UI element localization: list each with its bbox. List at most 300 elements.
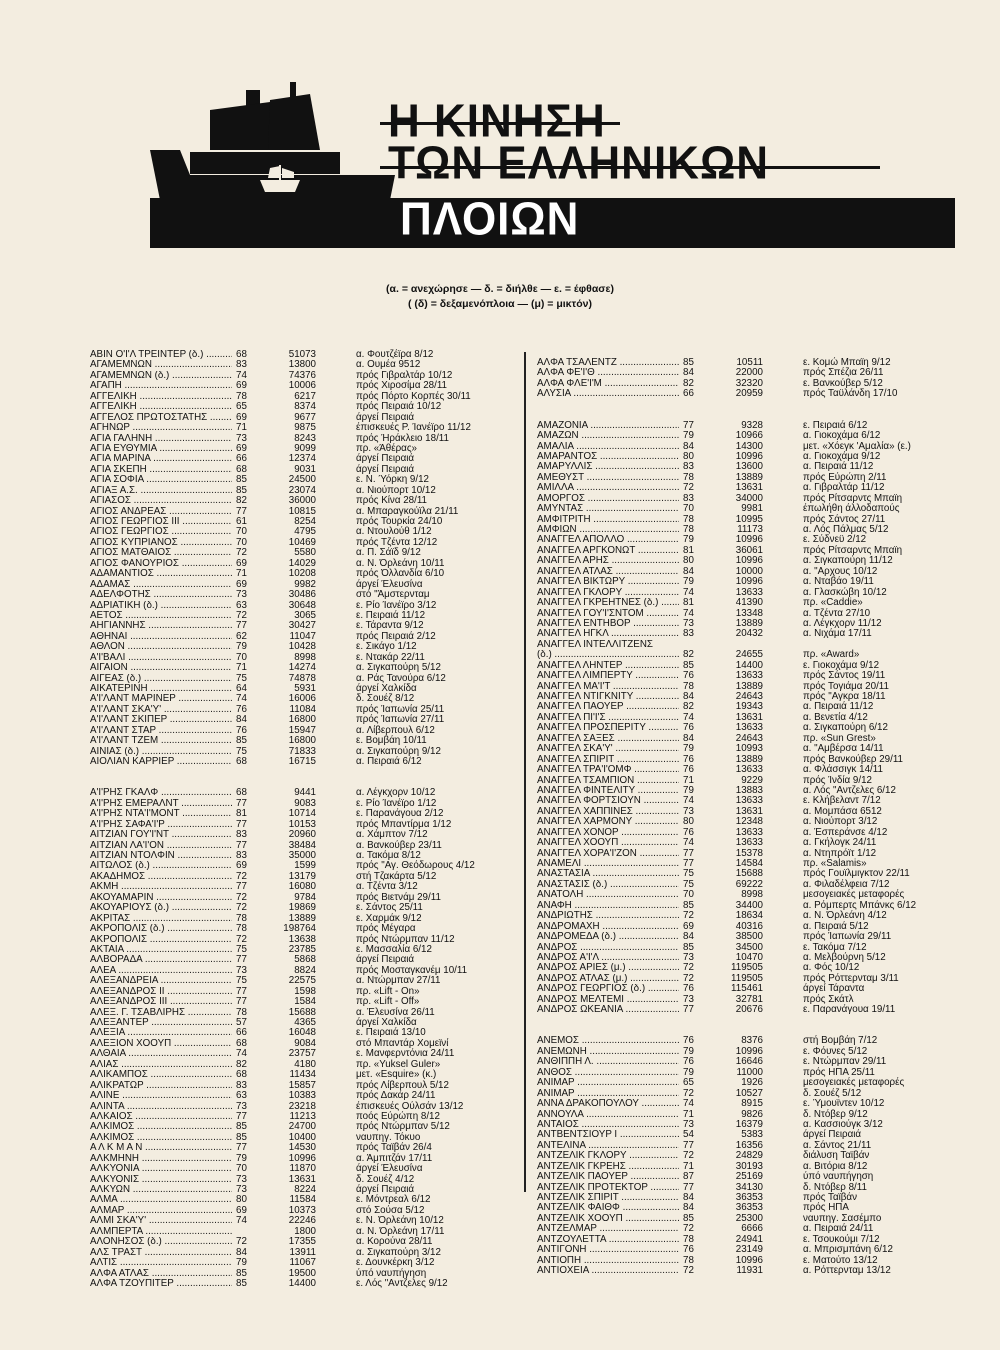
tonnage: 17355: [288, 1236, 316, 1248]
build-year: 85: [683, 357, 694, 368]
build-year: 77: [236, 985, 247, 997]
movement-status: στή Βομβάη 7/12: [803, 1035, 878, 1047]
tonnage: 9031: [294, 463, 316, 475]
movement-status: άργεί Έλευσίνα: [356, 578, 423, 590]
movement-status: α. Έλευσίνα 26/11: [356, 1006, 435, 1018]
tonnage: 22246: [288, 1215, 316, 1227]
build-year: 80: [236, 1194, 247, 1206]
tonnage: 16006: [288, 693, 316, 705]
build-year: 78: [236, 912, 247, 924]
ship-name: ΑΝΑΓΓΕΛ ΒΙΚΤΩΡΥ .....: [537, 577, 679, 587]
ship-name: Α Λ Κ Μ Α Ν .....: [90, 1143, 232, 1153]
ship-name: ΑΝΑΓΓΕΛ ΛΙΜΠΕΡΤΥ .....: [537, 671, 679, 681]
movement-status: πρός Τουρκία 24/10: [356, 516, 443, 527]
ship-name: ΑΓΙΟΣ ΓΕΩΡΓΙΟΣ III .....: [90, 517, 232, 527]
ship-name: ΑΛΥΣΙΑ .....: [537, 389, 679, 399]
movement-status: πρός Τογιάμα 20/11: [803, 680, 889, 692]
build-year: 65: [236, 401, 247, 413]
tonnage: 10996: [288, 1152, 316, 1164]
ship-name: ΑΝΤΙΟΠΗ .....: [537, 1256, 679, 1266]
build-year: 83: [236, 829, 247, 841]
ship-name: ΑΛΕΞΑΝΤΕΡ .....: [90, 1018, 232, 1028]
tonnage: 11434: [289, 1069, 316, 1081]
build-year: 85: [683, 899, 694, 911]
ship-name: ΑΛΜΑΡ .....: [90, 1206, 232, 1216]
build-year: 70: [236, 526, 247, 538]
movement-status: α. Βανκούβερ 23/11: [356, 839, 442, 851]
tonnage: 24500: [288, 474, 316, 486]
movement-status: α. Σιγκαπούρη 6/12: [803, 722, 888, 734]
build-year: 83: [683, 461, 694, 473]
movement-status: μετ. «Esquire» (κ.): [356, 1069, 437, 1081]
tonnage: 14584: [735, 858, 763, 869]
tonnage: 1584: [294, 996, 316, 1008]
ship-entry-row: [90, 663, 475, 673]
tonnage: 8243: [294, 432, 316, 444]
ship-name: ΑΜΑΖΟΝΙΑ .....: [537, 421, 679, 431]
build-year: 77: [236, 797, 247, 809]
ship-entry-row: [537, 1172, 916, 1182]
movement-status: α. Σιγκαπούρη 11/12: [803, 555, 893, 567]
ship-entry-row: [90, 924, 475, 934]
build-year: 77: [236, 620, 247, 632]
ship-name: ΑΛΣ ΤΡΑΣΤ .....: [90, 1248, 232, 1258]
tonnage: 11173: [737, 524, 763, 535]
build-year: 75: [236, 745, 247, 757]
ship-name: Α'Ι'ΛΑΝΤ ΣΚΙΠΕΡ .....: [90, 715, 232, 725]
build-year: 82: [236, 495, 247, 507]
build-year: 73: [236, 1100, 247, 1112]
movement-status: α. Ράς Τανούρα 6/12: [356, 672, 446, 684]
build-year: 72: [236, 1236, 247, 1248]
movement-status: πρ. «Caddie»: [803, 597, 863, 609]
movement-status: έπισκευές Ούλσάν 13/12: [356, 1100, 464, 1112]
ship-name: ΑΛΙΚΡΑΤΩΡ .....: [90, 1081, 232, 1091]
tonnage: 20959: [735, 388, 763, 400]
movement-status: δ. Ντόβερ 8/11: [803, 1181, 867, 1193]
tonnage: 14400: [288, 1277, 316, 1289]
ship-name: Α'Ι'ΛΑΝΤ ΣΤΑΡ .....: [90, 726, 232, 736]
movement-status: ε. Σάντος 25/11: [356, 902, 423, 914]
build-year: 76: [683, 826, 694, 838]
ship-entry-row: [537, 765, 916, 775]
ship-name: ΑΙΤΖΙΑΝ ΓΟΥ'Ι'ΝΤ .....: [90, 830, 232, 840]
build-year: 81: [683, 597, 694, 609]
movement-status: α. Φός 10/12: [803, 962, 860, 974]
movement-status: άργεί Χαλκίδα: [356, 1017, 417, 1028]
movement-status: ύπό ναυπήγηση: [803, 1171, 874, 1183]
movement-status: ε. Κλήβελαντ 7/12: [803, 795, 881, 807]
tonnage: 23785: [288, 943, 316, 955]
movement-status: στή Τζακάρτα 5/12: [356, 870, 437, 882]
movement-status: α. Φιλαδέλφεια 7/12: [803, 878, 890, 890]
ship-entry-row: [90, 434, 475, 444]
ship-name: ΑΝΑΓΓΕΛ ΛΗΝΤΕΡ .....: [537, 661, 679, 671]
build-year: 72: [683, 910, 694, 922]
build-year: 71: [683, 1108, 694, 1120]
build-year: 77: [683, 419, 694, 431]
build-year: 70: [236, 536, 247, 548]
build-year: 72: [683, 962, 694, 974]
tonnage: 41390: [735, 597, 763, 609]
ship-name: ΑΙΤΖΙΑΝ ΝΤΟΛΦΙΝ .....: [90, 851, 232, 861]
build-year: 82: [683, 701, 694, 713]
movement-status: πρός Ντώρμπαν 11/12: [356, 933, 455, 945]
ship-name: ΑΝΑΓΓΕΛ ΤΣΑΜΠΙΟΝ .....: [537, 776, 679, 786]
ship-name: ΑΝΑΓΓΕΛ ΧΟΟΥΠ .....: [537, 838, 679, 848]
right-column-list: [537, 358, 916, 1277]
ship-name: ΑΙΤΖΙΑΝ ΛΑ'Ι'ΟΝ .....: [90, 841, 232, 851]
movement-status: ε. Βανκούβερ 5/12: [803, 377, 883, 389]
tonnage: 23757: [288, 1048, 316, 1060]
tonnage: 13631: [735, 805, 763, 817]
ship-name: ΑΚΡΟΠΟΛΙΣ .....: [90, 935, 232, 945]
tonnage: 6666: [741, 1223, 763, 1235]
ship-entry-row: [90, 830, 475, 840]
build-year: 74: [683, 837, 694, 849]
tonnage: 6217: [294, 390, 316, 402]
movement-status: ε. Ύμουϊντεν 10/12: [803, 1098, 885, 1110]
tonnage: 13600: [735, 461, 763, 473]
build-year: 70: [236, 651, 247, 663]
build-year: 77: [236, 818, 247, 830]
movement-status: πρός Μέγαρα: [356, 923, 416, 935]
build-year: 54: [683, 1129, 694, 1141]
ship-entry-row: [90, 1175, 475, 1185]
movement-status: μεσογειακές μεταφορές: [803, 889, 905, 901]
tonnage: 10383: [288, 1090, 316, 1102]
movement-status: πρός Πειραιά 10/12: [356, 401, 442, 413]
ship-name: ΑΝΤΑΙΟΣ .....: [537, 1120, 679, 1130]
movement-status: ε. Πειραιά 6/12: [803, 419, 868, 431]
ship-name: ΑΝΔΡΟΣ ΑΤΛΑΣ (μ.) .....: [537, 974, 679, 984]
ship-name: ΑΝΤΖΕΛΙΚ ΓΚΛΟΡΥ .....: [537, 1151, 679, 1161]
tonnage: 13633: [735, 670, 763, 682]
ship-name: ΑΝΤΖΕΛΙΚ ΦΑΙΘΦ .....: [537, 1203, 679, 1213]
ship-name: ΑΝΔΡΟΜΑΧΗ .....: [537, 922, 679, 932]
ship-name: ΑΝΕΜΟΣ .....: [537, 1036, 679, 1046]
movement-status: α. Γκήλογκ 24/11: [803, 837, 877, 849]
movement-status: ε. Ν. Ύόρκη 9/12: [356, 474, 429, 486]
build-year: 76: [683, 983, 694, 995]
movement-status: πρός Λίβερπουλ 5/12: [356, 1079, 449, 1091]
build-year: 77: [683, 1004, 694, 1016]
tonnage: 15688: [735, 868, 763, 880]
ship-entry-row: [90, 997, 475, 1007]
movement-status: ε. Χαρμάκ 9/12: [356, 912, 422, 924]
movement-status: α. Φουτζέϊρα 8/12: [356, 349, 434, 360]
build-year: 77: [683, 1181, 694, 1193]
build-year: 87: [683, 1171, 694, 1183]
movement-status: α. Ουμέα 9512: [356, 359, 421, 371]
tonnage: 10995: [735, 513, 763, 525]
ship-name: ΑΝΤΖΕΛΙΚ ΓΚΡΕΗΣ .....: [537, 1162, 679, 1172]
movement-status: πρ. «Άθέρας»: [356, 442, 417, 454]
tonnage: 13800: [288, 359, 316, 371]
movement-status: άργεί Πειραιά: [356, 453, 415, 465]
movement-status: α. Γλασκώβη 10/12: [803, 586, 887, 598]
ship-entry-row: [537, 953, 916, 963]
ship-name: ΑΓΑΜΕΜΝΩΝ (δ.) .....: [90, 371, 232, 381]
movement-status: πρός Ταϋλάνδη 17/10: [803, 388, 898, 400]
ship-name: ΑΝΑΓΓΕΛ ΕΝΤΗΒΟΡ .....: [537, 619, 679, 629]
ship-name: (δ.) .....: [537, 650, 679, 660]
ship-name: ΑΛΘΑΙΑ .....: [90, 1049, 232, 1059]
movement-status: α. Σιγκαπούρη 9/12: [356, 745, 441, 757]
movement-status: α. Χάμπτον 7/12: [356, 829, 428, 841]
ship-name: ΑΔΑΜΑΣ .....: [90, 580, 232, 590]
tonnage: 119505: [731, 972, 763, 984]
ship-name: ΑΝΑΓΓΕΛ ΠΑΟΥΕΡ .....: [537, 702, 679, 712]
ship-entry-row: [90, 423, 475, 433]
build-year: 75: [683, 868, 694, 880]
ship-name: ΑΝΑΓΓΕΛ ΧΟΝΟΡ .....: [537, 828, 679, 838]
tonnage: 10966: [735, 430, 763, 442]
tonnage: 22575: [288, 975, 316, 987]
tonnage: 19500: [288, 1267, 316, 1279]
build-year: 73: [683, 617, 694, 629]
ship-name: ΑΝΔΡΙΩΤΗΣ .....: [537, 911, 679, 921]
build-year: 73: [683, 993, 694, 1005]
movement-status: ε. Σικάγο 1/12: [356, 641, 417, 653]
movement-status: ε. Τάραντα 9/12: [356, 620, 424, 632]
build-year: 73: [236, 432, 247, 444]
ship-name: ΑΝΑΓΓΕΛ ΧΑΠΠΙΝΕΣ .....: [537, 807, 679, 817]
ship-name: ΑΕΤΟΣ .....: [90, 611, 232, 621]
build-year: 83: [683, 628, 694, 640]
build-year: 83: [236, 359, 247, 371]
ship-entry-row: [537, 1099, 916, 1109]
build-year: 76: [683, 764, 694, 776]
movement-status: α. Λέγκχορν 11/12: [803, 617, 882, 629]
build-year: 69: [236, 860, 247, 872]
movement-status: α. Λός Πάλμας 5/12: [803, 524, 889, 535]
ship-name: ΑΛΙΝΕ .....: [90, 1091, 232, 1101]
movement-status: α. Πειραιά 24/11: [803, 1223, 874, 1235]
ship-entry-row: [537, 504, 916, 514]
tonnage: 12374: [288, 453, 316, 465]
tonnage: 34000: [735, 492, 763, 504]
ship-name: ΑΝΑΓΓΕΛ ΑΠΟΛΛΟ .....: [537, 535, 679, 545]
ship-name: ΑΝΤΖΕΛΙΚ ΣΠΙΡΙΤ .....: [537, 1193, 679, 1203]
ship-entry-row: [537, 629, 916, 639]
build-year: 71: [236, 568, 247, 580]
ship-name: ΑΚΑΔΗΜΟΣ .....: [90, 872, 232, 882]
build-year: 71: [683, 774, 694, 786]
ship-name: ΑΛΤΙΣ .....: [90, 1258, 232, 1268]
movement-status: ε. Μόντρεαλ 6/12: [356, 1194, 431, 1206]
ship-entry-row: [90, 757, 475, 767]
movement-status: [763, 640, 803, 650]
movement-status: α. Φλάσσιγκ 14/11: [803, 764, 883, 776]
ship-name: ΑΛΕΞΙΟΝ ΧΟΟΥΠ .....: [90, 1039, 232, 1049]
build-year: 78: [236, 923, 247, 935]
ship-name: ΑΔΡΙΑΤΙΚΗ (δ.) .....: [90, 601, 232, 611]
tonnage: 15688: [288, 1006, 316, 1018]
ship-name: ΑΝΝΟΥΛΑ .....: [537, 1110, 679, 1120]
tonnage: 24655: [735, 649, 763, 661]
ship-name: ΑΜΑΖΩΝ .....: [537, 431, 679, 441]
tonnage: 9875: [294, 422, 316, 434]
movement-status: πρός Γουϊλμιγκτον 22/11: [803, 868, 910, 880]
tonnage: 38500: [735, 931, 763, 943]
tonnage: 10153: [288, 818, 316, 830]
build-year: 76: [236, 724, 247, 736]
build-year: 82: [683, 377, 694, 389]
movement-status: πρός Ταϊβάν: [803, 1192, 857, 1203]
tonnage: 13889: [735, 617, 763, 629]
ship-name: ΑΝΤΙΓΟΝΗ .....: [537, 1245, 679, 1255]
build-year: 68: [236, 1037, 247, 1049]
build-year: 85: [236, 735, 247, 747]
tonnage: 16379: [735, 1118, 763, 1130]
movement-status: δ. Σουέζ 4/12: [356, 1173, 415, 1185]
movement-status: πρός Σπέζια 26/11: [803, 367, 884, 379]
ship-name: ΑΝΑΦΗ .....: [537, 901, 679, 911]
movement-status: ε. Ντακάρ 22/11: [356, 651, 425, 663]
build-year: 78: [236, 390, 247, 402]
ship-name: ΑΓΙΟΣ ΓΕΩΡΓΙΟΣ .....: [90, 527, 232, 537]
movement-status: α. "Αρχους 10/12: [803, 565, 878, 577]
build-year: 79: [236, 641, 247, 653]
ship-name: ΑΓΙΑΞ Α.Σ. .....: [90, 486, 232, 496]
movement-status: ε. Δουνκέρκη 3/12: [356, 1257, 435, 1269]
ship-name: ΑΙΓΕΑΣ (δ.) .....: [90, 674, 232, 684]
ship-name: ΑΚΟΥΑΜΑΡΙΝ .....: [90, 893, 232, 903]
build-year: 70: [683, 503, 694, 515]
movement-status: α. Πειραιά 6/12: [356, 756, 422, 768]
movement-status: πρ. «Lift - On»: [356, 985, 420, 997]
movement-status: πρός "Αγ. Θεόδωρους 4/12: [356, 860, 475, 872]
tonnage: 1926: [741, 1077, 763, 1089]
movement-status: α. Νιούπορτ 3/12: [803, 816, 878, 828]
movement-status: στό "Άμστερνταμ: [356, 589, 430, 601]
build-year: 84: [236, 714, 247, 726]
movement-status: ε. Σύδνεϋ 2/12: [803, 534, 867, 546]
ship-name: ΑΝΙΜΑΡ .....: [537, 1089, 679, 1099]
tonnage: 23218: [288, 1100, 316, 1112]
ship-name: ΑΝΑΓΓΕΛ ΦΙΝΤΕΛΙΤΥ .....: [537, 786, 679, 796]
movement-status: α. Λός "Αντζελες 6/12: [803, 784, 896, 796]
build-year: 69: [236, 380, 247, 392]
build-year: 79: [683, 534, 694, 546]
tonnage: 11047: [289, 630, 316, 642]
movement-status: α. Έσπεράνσε 4/12: [803, 826, 888, 838]
ship-name: ΑΘΗΝΑΙ .....: [90, 632, 232, 642]
ship-name: Α'Ι'ΛΑΝΤ ΤΖΕΜ .....: [90, 736, 232, 746]
movement-status: α. Ντουλούθ 1/12: [356, 526, 432, 538]
build-year: 78: [683, 513, 694, 525]
movement-status: α. Σιγκαπούρη 5/12: [356, 662, 441, 674]
ship-name: ΑΚΤΑΙΑ .....: [90, 945, 232, 955]
tonnage: 13889: [735, 471, 763, 483]
movement-status: ε. Βομβάη 10/11: [356, 735, 427, 747]
ship-name: ΑΛΜΠΕΡΤΑ .....: [90, 1227, 232, 1237]
movement-status: α. Μομπάσα 6512: [803, 805, 882, 817]
ship-name: ΑΝΑΓΓΕΛ ΑΡΗΣ .....: [537, 556, 679, 566]
ship-name: ΑΛΙΑΣ .....: [90, 1060, 232, 1070]
movement-status: πρός Πειραιά 2/12: [356, 630, 436, 642]
movement-status: α. "Αμβέρσα 14/11: [803, 743, 884, 755]
movement-status: έπωλήθη άλλοδαπούς: [803, 503, 900, 515]
build-year: 85: [683, 1212, 694, 1224]
ship-name: ΑΝΑΓΓΕΛ ΧΑΡΜΟΝΥ .....: [537, 817, 679, 827]
build-year: 79: [236, 1152, 247, 1164]
movement-status: ε. Μανφερντόνια 24/11: [356, 1048, 455, 1060]
ship-name: ΑΛΚΥΟΝΙΑ .....: [90, 1164, 232, 1174]
movement-status: α. Νιούπορτ 10/12: [356, 484, 436, 496]
movement-status: ε. Τσουκούμι 7/12: [803, 1233, 880, 1245]
ship-name: ΑΝΑΜΕΛΙ .....: [537, 859, 679, 869]
ship-name: ΑΛΚΙΜΟΣ .....: [90, 1122, 232, 1132]
build-year: 84: [683, 691, 694, 702]
ship-name: ΑΝΑΓΓΕΛ ΧΟΡΑ'Ι'ΖΟΝ .....: [537, 849, 679, 859]
tonnage: 10000: [735, 565, 763, 577]
tonnage: 35000: [288, 850, 316, 861]
tonnage: 9982: [294, 578, 316, 590]
ship-name: ΑΛΚΙΜΟΣ .....: [90, 1133, 232, 1143]
build-year: 74: [683, 1098, 694, 1110]
ship-entry-row: [537, 1266, 916, 1276]
ship-name: ΑΜΥΝΤΑΣ .....: [537, 504, 679, 514]
build-year: 72: [236, 609, 247, 621]
movement-status: μεσογειακές μεταφορές: [803, 1077, 905, 1089]
movement-status: α. Τακόμα 8/12: [356, 850, 421, 861]
movement-status: α. Ντώρμπαν 27/11: [356, 975, 441, 987]
tonnage: 11000: [736, 1066, 763, 1078]
tonnage: 36000: [288, 495, 316, 507]
movement-status: πρ. «Salamis»: [803, 858, 867, 869]
build-year: 79: [683, 1066, 694, 1078]
ship-name: ΑΚΡΟΠΟΛΙΣ (δ.) .....: [90, 924, 232, 934]
ship-entry-row: [90, 1164, 475, 1174]
build-year: 83: [683, 492, 694, 504]
ship-name: ΑΚΡΙΤΑΣ .....: [90, 914, 232, 924]
ship-name: ΑΛΕΞΙΑ .....: [90, 1028, 232, 1038]
build-year: 74: [236, 1048, 247, 1060]
movement-status: α. Λέγκχορν 10/12: [356, 787, 436, 799]
ship-name: ΑΝΙΜΑΡ .....: [537, 1078, 679, 1088]
movement-status: α. Ν. Όρλεάνη 17/11: [356, 1225, 445, 1237]
ship-entry-row: [537, 640, 916, 650]
build-year: 73: [683, 951, 694, 963]
movement-status: πρ. «Sun Grest»: [803, 732, 876, 744]
build-year: 68: [236, 756, 247, 768]
movement-status: ε. Ρίο Ίανέϊρο 1/12: [356, 797, 437, 809]
tonnage: 15947: [288, 724, 316, 736]
ship-name: ΑΓΓΕΛΟΣ ΠΡΩΤΟΣΤΑΤΗΣ .....: [90, 413, 232, 423]
movement-status: α. Πειραιά 5/12: [803, 920, 869, 932]
build-year: 81: [236, 808, 247, 820]
tonnage: 15378: [735, 847, 763, 859]
build-year: 73: [236, 964, 247, 976]
tonnage: 51073: [288, 349, 316, 360]
build-year: 76: [683, 670, 694, 682]
build-year: 72: [683, 1223, 694, 1235]
ship-entry-row: [90, 684, 475, 694]
movement-status: α. Γιοκοχάμα 6/12: [803, 430, 881, 442]
ship-name: ΑΝΤΖΕΛΙΚ ΧΟΟΥΠ .....: [537, 1214, 679, 1224]
movement-status: στό Μπαντάρ Χομεϊνί: [356, 1037, 449, 1049]
tonnage: 11584: [289, 1194, 316, 1206]
tonnage: 36353: [735, 1192, 763, 1203]
tonnage: 24700: [288, 1121, 316, 1133]
build-year: 84: [683, 440, 694, 452]
tonnage: 20676: [735, 1004, 763, 1016]
ship-name: ΑΛΜΑ .....: [90, 1195, 232, 1205]
build-year: 73: [683, 805, 694, 817]
build-year: 68: [236, 463, 247, 475]
